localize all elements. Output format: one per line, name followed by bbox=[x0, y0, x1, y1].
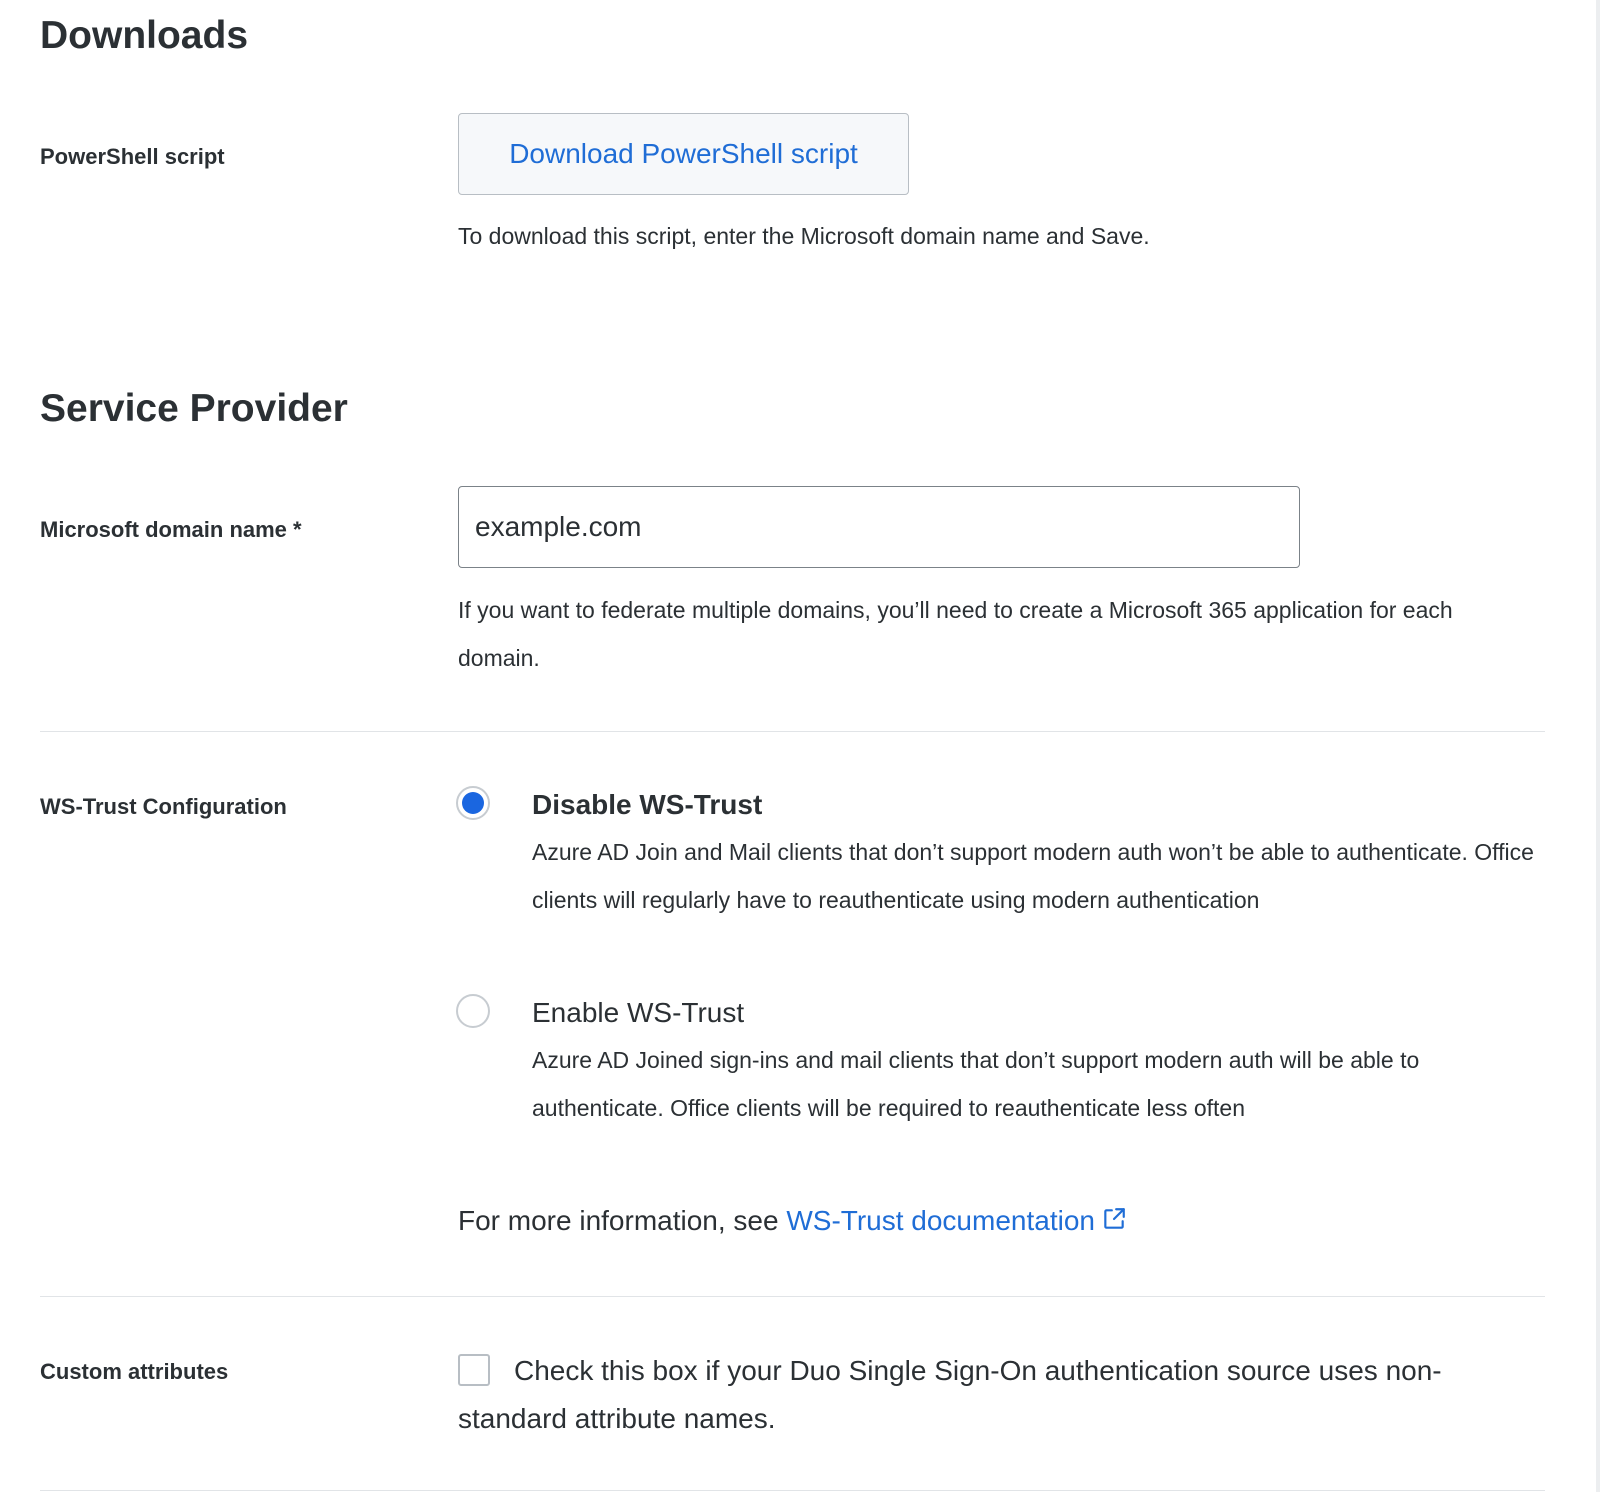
disable-ws-trust-description: Azure AD Join and Mail clients that don’t support modern auth won’t be able to authenticate. Office clients will regularly have to reauthenticate using modern authentication bbox=[532, 839, 1534, 913]
service-provider-section-title: Service Provider bbox=[40, 387, 348, 430]
divider-after-ws-trust bbox=[40, 1296, 1545, 1297]
ws-trust-documentation-link[interactable] bbox=[786, 1205, 1127, 1236]
more-info-prefix: For more information, see bbox=[458, 1205, 787, 1236]
ws-trust-configuration-label: WS-Trust Configuration bbox=[40, 794, 287, 819]
page-edge-shadow bbox=[1596, 0, 1600, 1492]
enable-ws-trust-radio[interactable] bbox=[456, 994, 490, 1028]
downloads-section-title: Downloads bbox=[40, 14, 249, 57]
enable-ws-trust-title[interactable]: Enable WS-Trust bbox=[532, 997, 745, 1028]
divider-after-domain bbox=[40, 731, 1545, 732]
domain-help-text: If you want to federate multiple domains, you’ll need to create a Microsoft 365 application for each domain. bbox=[458, 597, 1453, 671]
enable-ws-trust-description: Azure AD Joined sign-ins and mail clients that don’t support modern auth will be able to authenticate. Office clients will be required to reauthenticate less often bbox=[532, 1047, 1420, 1121]
custom-attributes-checkbox-label[interactable]: Check this box if your Duo Single Sign-On authentication source uses non-standard attribute names. bbox=[458, 1355, 1442, 1434]
ws-trust-more-info bbox=[458, 1206, 1127, 1235]
disable-ws-trust-radio[interactable] bbox=[456, 786, 490, 820]
external-link-icon[interactable] bbox=[1101, 1206, 1127, 1232]
ws-trust-documentation-link-text[interactable]: WS-Trust documentation bbox=[786, 1205, 1095, 1236]
divider-bottom bbox=[40, 1490, 1545, 1491]
powershell-script-label: PowerShell script bbox=[40, 144, 225, 169]
download-help-text: To download this script, enter the Microsoft domain name and Save. bbox=[458, 223, 1150, 249]
microsoft-domain-name-input[interactable] bbox=[458, 486, 1300, 568]
microsoft-domain-name-label: Microsoft domain name * bbox=[40, 517, 302, 542]
download-powershell-script-button[interactable]: Download PowerShell script bbox=[458, 113, 909, 195]
disable-ws-trust-title[interactable]: Disable WS-Trust bbox=[532, 789, 763, 820]
custom-attributes-label: Custom attributes bbox=[40, 1359, 229, 1384]
